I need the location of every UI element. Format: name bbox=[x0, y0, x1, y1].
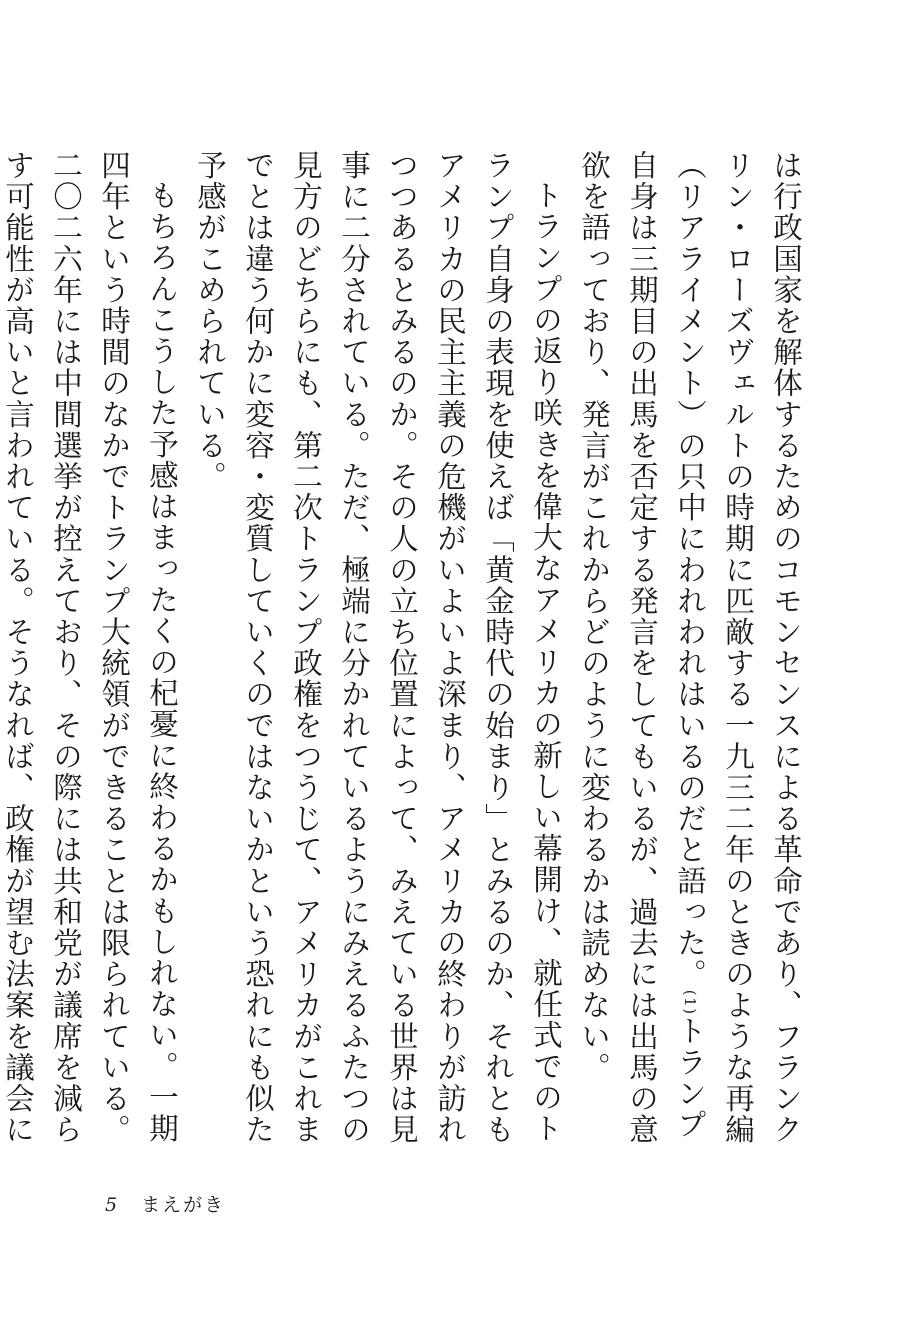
page-number: 5 bbox=[105, 1194, 118, 1216]
vertical-text-body bbox=[1, 150, 810, 1170]
paragraph-1-continued: トランプ自身は三期目の出馬を否定する発言をしてもいるが、過去には出馬の意欲を語っており、発言がこれからどのように変わるかは読めない。 bbox=[577, 150, 707, 1146]
paragraph-2: トランプの返り咲きを偉大なアメリカの新しい幕開け、就任式でのトランプ自身の表現を使えば「黄金時代の始まり」とみるのか、それともアメリカの民主主義の危機がいよいよ深まり、アメリカの終わりが訪れつつあるとみるのか。その人の立ち位置によって、みえている世界は見事に二分されている。ただ、極端に分かれているようにみえるふたつの見方のどちらにも、第二次トランプ政権をつうじて、アメリカがこれまでとは違う何かに変容・変質していくのではないかという恐れにも似た予感がこめられている。 bbox=[193, 150, 563, 1146]
note-reference: (1) bbox=[681, 989, 699, 1016]
page-footer bbox=[105, 1190, 225, 1217]
section-title: まえがき bbox=[141, 1194, 226, 1216]
paragraph-1 bbox=[570, 150, 810, 1170]
paragraph-3: もちろんこうした予感はまったくの杞憂に終わるかもしれない。一期四年という時間のなかでトランプ大統領ができることは限られている。二〇二六年には中間選挙が控えており、その際には共和党が議席を減らす可能性が高いと言われている。そうなれば、政権が望む法案を議会に bbox=[1, 150, 179, 1146]
paragraph-1-text: は行政国家を解体するためのコモンセンスによる革命であり、フランクリン・ローズヴェルトの時期に匹敵する一九三二年のときのような再編（リアライメント）の只中にわれわれはいるのだと語った。 bbox=[673, 150, 803, 1146]
